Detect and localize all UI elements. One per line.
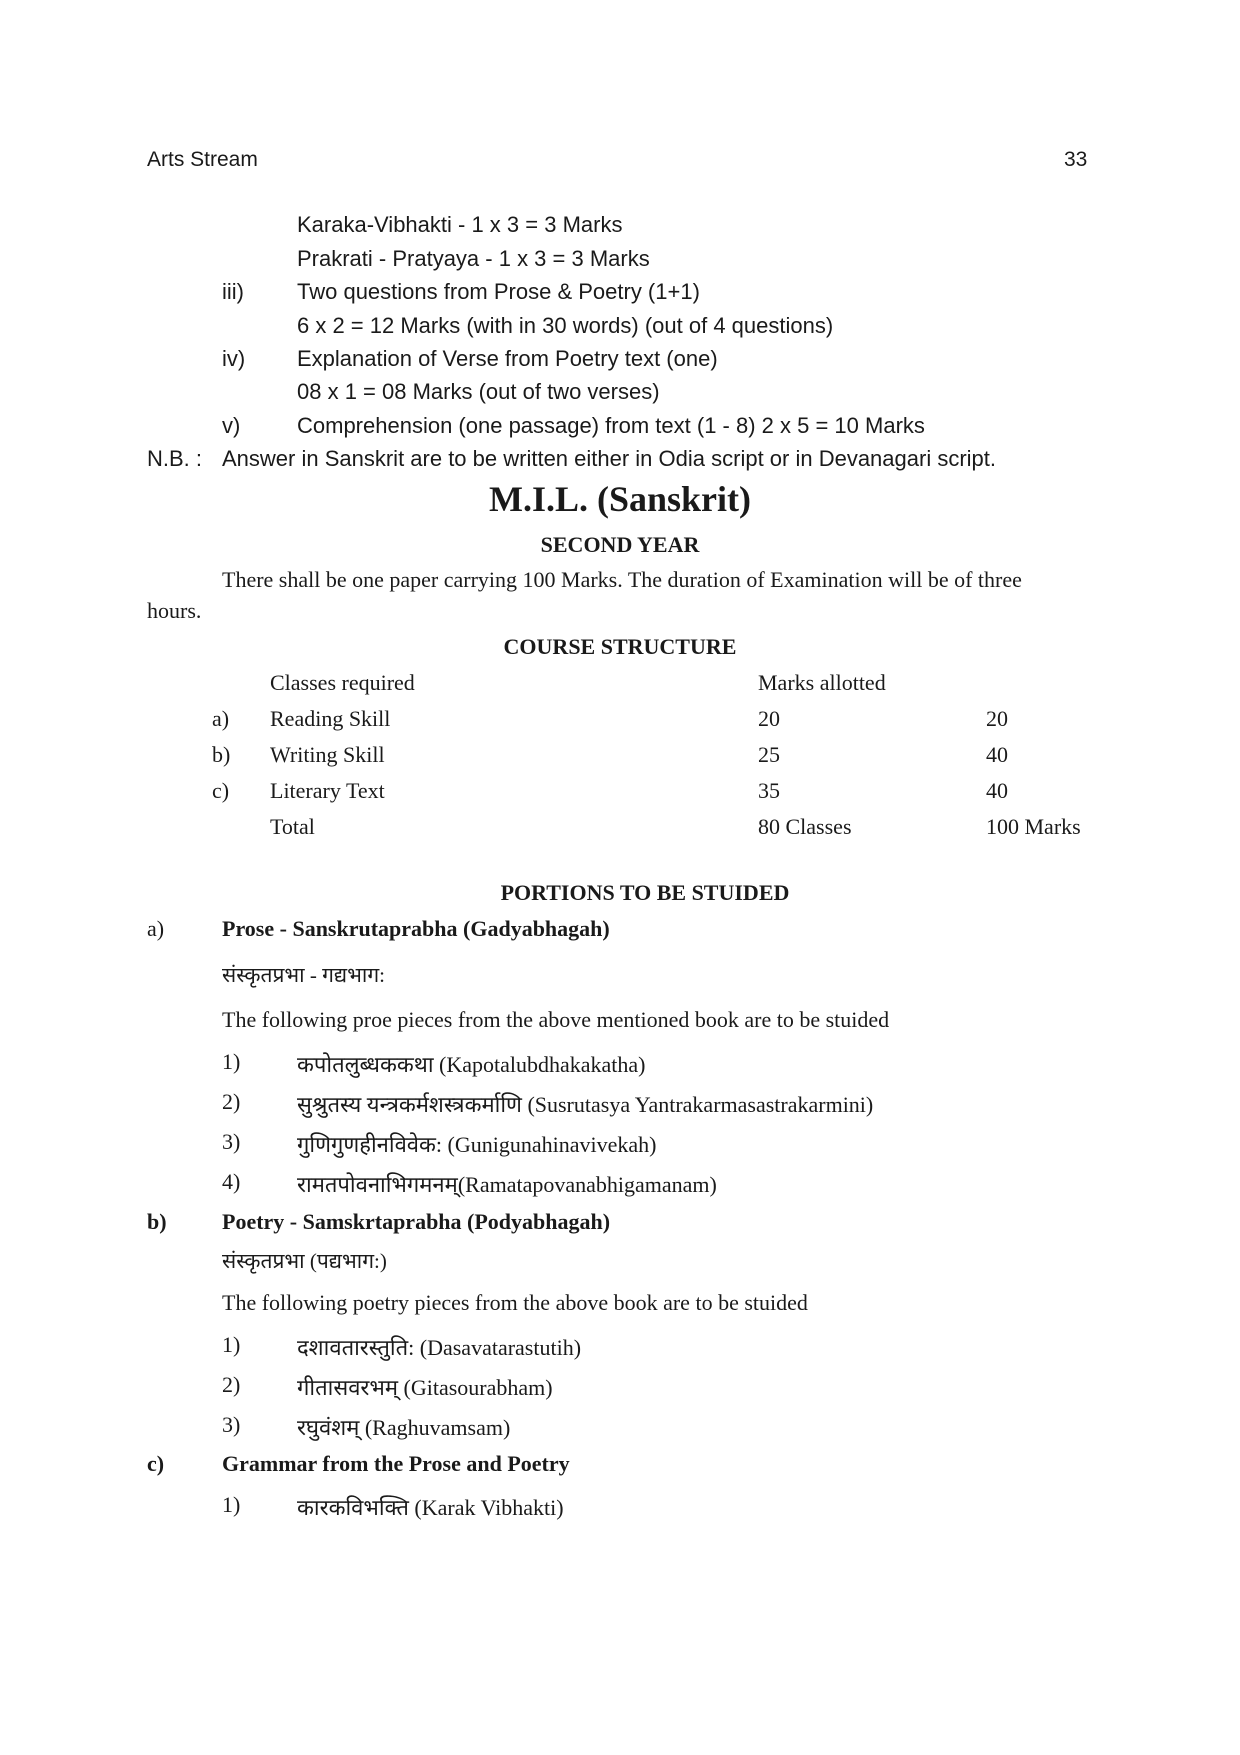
poetry-title: Poetry - Samskrtaprabha (Podyabhagah) <box>222 1209 611 1234</box>
row-total-classes: 80 Classes <box>758 814 852 839</box>
page-title: M.I.L. (Sanskrit) <box>488 479 752 519</box>
prose-title: Prose - Sanskrutaprabha (Gadyabhagah) <box>222 916 610 941</box>
list-number: 2) <box>222 1372 241 1397</box>
item-number: v) <box>222 413 241 438</box>
row-total-marks: 100 Marks <box>986 814 1081 839</box>
list-number: 2) <box>222 1089 241 1114</box>
section-subtitle: SECOND YEAR <box>540 532 700 557</box>
item-number: iii) <box>222 279 244 304</box>
karaka-marks: Karaka-Vibhakti - 1 x 3 = 3 Marks <box>297 212 623 237</box>
list-number: 1) <box>222 1492 241 1517</box>
row-classes: 20 <box>758 706 780 731</box>
row-classes: 35 <box>758 778 780 803</box>
item-line: Two questions from Prose & Poetry (1+1) <box>297 279 700 304</box>
intro-line-2: hours. <box>147 598 202 623</box>
prose-description: The following proe pieces from the above mentioned book are to be stuided <box>222 1007 890 1032</box>
grammar-title: Grammar from the Prose and Poetry <box>222 1451 570 1476</box>
list-item: सुश्रुतस्य यन्त्रकर्मशस्त्रकर्माणि (Susrutasya Yantrakarmasastrakarmini) <box>297 1092 874 1117</box>
list-number: 3) <box>222 1412 241 1437</box>
row-letter: b) <box>212 742 231 767</box>
item-line: Explanation of Verse from Poetry text (one) <box>297 346 718 371</box>
nb-text: Answer in Sanskrit are to be written either in Odia script or in Devanagari script. <box>222 446 996 471</box>
row-classes: 25 <box>758 742 780 767</box>
list-item: गुणिगुणहीनविवेक: (Gunigunahinavivekah) <box>297 1132 657 1157</box>
intro-line-1: There shall be one paper carrying 100 Marks. The duration of Examination will be of three <box>222 567 1022 592</box>
list-item: दशावतारस्तुति: (Dasavatarastutih) <box>297 1335 582 1360</box>
list-item: कारकविभक्ति (Karak Vibhakti) <box>297 1495 564 1520</box>
section-letter: c) <box>147 1451 165 1476</box>
row-total-name: Total <box>270 814 315 839</box>
item-line: Comprehension (one passage) from text (1 - 8) 2 x 5 = 10 Marks <box>297 413 925 438</box>
list-number: 4) <box>222 1169 241 1194</box>
prose-devanagari: संस्कृतप्रभा - गद्यभाग: <box>222 963 386 987</box>
list-number: 3) <box>222 1129 241 1154</box>
list-item: रामतपोवनाभिगमनम्(Ramatapovanabhigamanam) <box>297 1172 717 1197</box>
item-line: 08 x 1 = 08 Marks (out of two verses) <box>297 379 660 404</box>
row-name: Literary Text <box>270 778 385 803</box>
prakrati-marks: Prakrati - Pratyaya - 1 x 3 = 3 Marks <box>297 246 650 271</box>
col-header-classes: Classes required <box>270 670 415 695</box>
section-letter: a) <box>147 916 165 941</box>
poetry-description: The following poetry pieces from the above book are to be stuided <box>222 1290 808 1315</box>
item-number: iv) <box>222 346 246 371</box>
row-letter: c) <box>212 778 230 803</box>
col-header-marks: Marks allotted <box>758 670 886 695</box>
item-line: 6 x 2 = 12 Marks (with in 30 words) (out of 4 questions) <box>297 313 834 338</box>
row-name: Reading Skill <box>270 706 391 731</box>
list-item: गीतासवरभम् (Gitasourabham) <box>297 1375 553 1400</box>
list-number: 1) <box>222 1332 241 1357</box>
section-letter: b) <box>147 1209 167 1234</box>
page-number: 33 <box>1064 148 1088 171</box>
portions-heading: PORTIONS TO BE STUIDED <box>500 880 790 905</box>
row-marks: 40 <box>986 778 1008 803</box>
list-number: 1) <box>222 1049 241 1074</box>
row-marks: 20 <box>986 706 1008 731</box>
list-item: कपोतलुब्धककथा (Kapotalubdhakakatha) <box>297 1052 646 1077</box>
list-item: रघुवंशम् (Raghuvamsam) <box>297 1415 511 1440</box>
row-name: Writing Skill <box>270 742 385 767</box>
course-structure-heading: COURSE STRUCTURE <box>503 634 737 659</box>
poetry-devanagari: संस्कृतप्रभा (पद्यभाग:) <box>222 1249 387 1273</box>
running-header: Arts Stream <box>147 148 258 171</box>
row-marks: 40 <box>986 742 1008 767</box>
row-letter: a) <box>212 706 230 731</box>
nb-label: N.B. : <box>147 446 203 471</box>
